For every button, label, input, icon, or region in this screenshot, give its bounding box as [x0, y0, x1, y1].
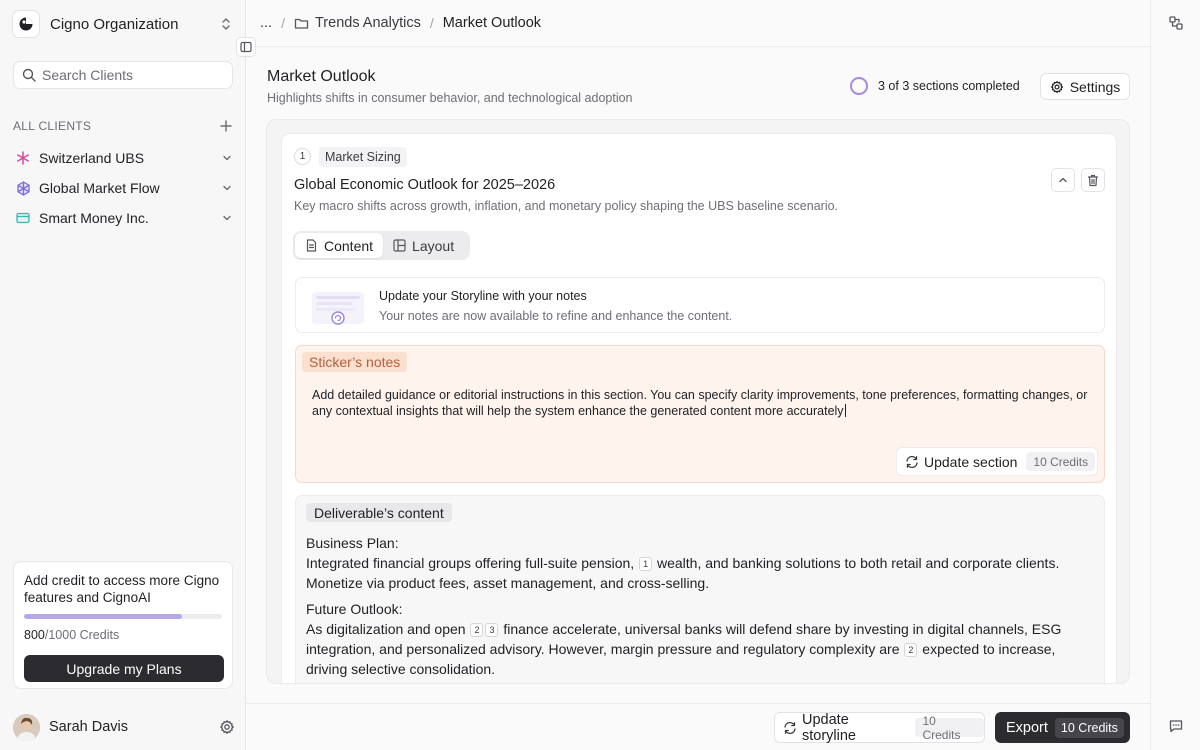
progress-text: 3 of 3 sections completed: [878, 79, 1020, 93]
citation-badge[interactable]: 2: [904, 643, 917, 657]
chevron-up-icon: [1057, 174, 1069, 186]
gear-icon[interactable]: [219, 719, 235, 735]
page-subtitle: Highlights shifts in consumer behavior, and technological adoption: [267, 91, 633, 105]
citation-badge[interactable]: 2: [470, 623, 483, 637]
chevron-updown-icon: [218, 16, 234, 32]
settings-label: Settings: [1069, 78, 1121, 95]
notes-illustration: [308, 284, 368, 328]
citation-badge[interactable]: 1: [639, 557, 652, 571]
upgrade-plans-button[interactable]: Upgrade my Plans: [24, 655, 224, 682]
tab-content[interactable]: [295, 233, 383, 258]
user-name: Sarah Davis: [49, 719, 128, 735]
client-item-switzerland-ubs[interactable]: [13, 145, 235, 171]
sticker-notes: [295, 345, 1105, 483]
clients-header: [13, 117, 235, 135]
layout-icon: [393, 239, 412, 252]
section-number: 1: [294, 148, 311, 165]
client-label: Global Market Flow: [39, 180, 160, 196]
future-text-b: finance accelerate, universal banks will defend share by investing in digital channels, ESG integration, and personalized advisory. However, margin pressure and regulatory complexity are: [306, 621, 1062, 657]
gear-icon: [1050, 80, 1070, 94]
section-card: [281, 133, 1117, 684]
org-name: Cigno Organization: [50, 15, 179, 33]
tab-layout[interactable]: [383, 233, 464, 258]
folder-icon: [294, 16, 309, 31]
future-outlook-heading: Future Outlook:: [306, 601, 403, 617]
client-label: Switzerland UBS: [39, 150, 145, 166]
business-text-b: wealth, and banking solutions to both retail and corporate clients. Monetize via product fees, asset management, and cross-selling.: [306, 555, 1060, 591]
credit-total: /1000 Credits: [44, 628, 120, 642]
sections-panel: [266, 119, 1130, 684]
credits-badge: 10 Credits: [1055, 718, 1124, 738]
business-text-a: Integrated financial groups offering full-suite pension,: [306, 555, 635, 571]
client-item-smart-money[interactable]: [13, 205, 235, 231]
refresh-icon: [905, 455, 919, 469]
breadcrumb: [260, 15, 541, 31]
credit-progress-bar: [24, 614, 222, 619]
credit-progress-fill: [24, 614, 182, 619]
sections-progress: [850, 77, 1020, 95]
user-profile[interactable]: [13, 713, 235, 741]
globe-icon: [13, 178, 33, 198]
update-section-button[interactable]: [896, 447, 1098, 476]
credit-count: [24, 628, 222, 642]
credits-badge: 10 Credits: [915, 718, 984, 737]
collapse-sidebar-icon[interactable]: [236, 37, 256, 57]
trash-icon: [1087, 174, 1099, 187]
future-text-a: As digitalization and open: [306, 621, 466, 637]
future-text-c: expected to increase, driving selective consolidation.: [306, 641, 1056, 677]
org-logo: [12, 10, 40, 38]
share-icon[interactable]: [1168, 15, 1184, 31]
deliverable-content: [295, 495, 1105, 684]
bottom-bar: [246, 703, 1150, 750]
credit-card: [13, 561, 233, 689]
client-item-global-market-flow[interactable]: [13, 175, 235, 201]
section-title: Global Economic Outlook for 2025–2026: [294, 177, 556, 193]
breadcrumb-separator: /: [429, 15, 434, 31]
business-plan-heading: Business Plan:: [306, 535, 399, 551]
business-plan-text: [306, 553, 1086, 593]
top-bar: [246, 0, 1150, 47]
avatar: [13, 714, 40, 741]
notes-textarea[interactable]: Add detailed guidance or editorial instructions in this section. You can specify clarity improvements, tone preferences, formatting changes, or any contextual insights that will help the system enhance the generated content more accurately: [312, 387, 1092, 419]
wallet-icon: [13, 208, 33, 228]
deliverable-tag: Deliverable’s content: [306, 503, 452, 522]
document-icon: [305, 239, 324, 252]
settings-button[interactable]: [1040, 73, 1130, 100]
page-title: Market Outlook: [267, 68, 376, 85]
deliverable-body: [306, 533, 1086, 679]
add-client-icon[interactable]: [217, 117, 235, 135]
search-icon: [22, 68, 36, 82]
chevron-down-icon[interactable]: [219, 150, 235, 166]
breadcrumb-parent[interactable]: Trends Analytics: [314, 15, 421, 31]
search-input[interactable]: [42, 67, 222, 83]
export-button[interactable]: [995, 712, 1130, 743]
storyline-notice: [295, 277, 1105, 333]
content-layout-tabs: [293, 231, 470, 260]
future-outlook-text: [306, 619, 1086, 679]
chevron-down-icon[interactable]: [219, 180, 235, 196]
breadcrumb-current: Market Outlook: [442, 15, 542, 31]
credits-badge: 10 Credits: [1026, 452, 1095, 471]
update-storyline-button[interactable]: [774, 712, 985, 743]
clients-header-label: ALL CLIENTS: [13, 119, 92, 133]
notice-title: Update your Storyline with your notes: [379, 289, 587, 303]
tab-content-label: Content: [324, 237, 374, 254]
right-rail: [1150, 0, 1200, 750]
progress-ring-icon: [850, 77, 868, 95]
section-description: Key macro shifts across growth, inflation, and monetary policy shaping the UBS baseline scenario.: [294, 199, 839, 213]
chat-icon[interactable]: [1168, 718, 1184, 734]
sidebar: [0, 0, 246, 750]
client-label: Smart Money Inc.: [39, 210, 149, 226]
update-storyline-label: Update storyline: [802, 711, 856, 744]
tab-layout-label: Layout: [412, 237, 455, 254]
section-tag: Market Sizing: [319, 147, 407, 167]
update-section-label: Update section: [924, 453, 1018, 470]
search-box: [13, 61, 233, 89]
notice-subtitle: Your notes are now available to refine and enhance the content.: [379, 309, 733, 323]
citation-badge[interactable]: 3: [485, 623, 498, 637]
chevron-down-icon[interactable]: [219, 210, 235, 226]
notes-tag: Sticker’s notes: [302, 352, 407, 372]
asterisk-icon: [13, 148, 33, 168]
org-switcher[interactable]: [12, 9, 234, 39]
refresh-icon: [783, 721, 797, 735]
breadcrumb-separator: /: [281, 15, 285, 31]
credit-used: 800: [24, 628, 45, 642]
collapse-section-button[interactable]: [1051, 168, 1075, 192]
export-label: Export: [1006, 719, 1048, 736]
delete-section-button[interactable]: [1081, 168, 1105, 192]
credit-message: Add credit to access more Cigno features and CignoAI: [24, 573, 220, 605]
breadcrumb-ellipsis[interactable]: ...: [260, 15, 273, 31]
